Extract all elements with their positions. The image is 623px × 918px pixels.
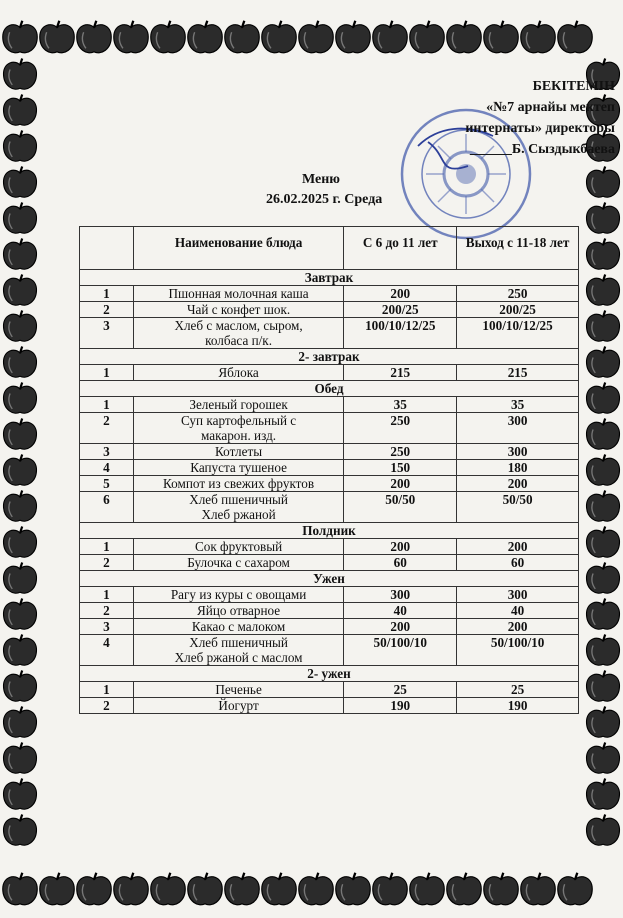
section-title: 2- завтрак (80, 349, 579, 365)
apple-icon (3, 491, 36, 522)
dish-name-line: Хлеб пшеничный (189, 635, 288, 650)
table-row (80, 682, 579, 698)
apple-icon (225, 873, 260, 905)
table-row (80, 302, 579, 318)
row-number: 4 (80, 635, 134, 666)
table-row (80, 555, 579, 571)
apple-icon (3, 707, 36, 738)
row-number: 2 (80, 698, 134, 714)
dish-name-line: Хлеб с маслом, сыром, (174, 318, 303, 333)
row-number: 5 (80, 476, 134, 492)
apple-icon (3, 347, 36, 378)
row-number: 3 (80, 318, 134, 349)
section-row (80, 523, 579, 539)
table-row (80, 603, 579, 619)
section-row (80, 349, 579, 365)
portion-6-11: 200 (344, 539, 457, 555)
dish-name (133, 318, 344, 349)
column-header-age-11-18: Выход с 11-18 лет (457, 227, 579, 270)
table-row (80, 539, 579, 555)
apple-icon (3, 59, 36, 90)
row-number: 1 (80, 539, 134, 555)
column-header-dish: Наименование блюда (133, 227, 344, 270)
apple-icon (3, 527, 36, 558)
section-title: 2- ужен (80, 666, 579, 682)
dish-name (133, 302, 344, 318)
apple-icon (447, 873, 482, 905)
portion-11-18: 60 (457, 555, 579, 571)
apple-icon (151, 21, 186, 53)
portion-6-11: 200/25 (344, 302, 457, 318)
portion-11-18: 50/50 (457, 492, 579, 523)
apple-icon (114, 873, 149, 905)
dish-name-line: Капуста тушеное (190, 460, 287, 475)
apple-icon (299, 873, 334, 905)
approval-signatory: Б. Сыздыкбаева (511, 142, 615, 157)
apple-icon (77, 873, 112, 905)
approval-position: интернаты» директоры (465, 121, 615, 136)
apple-icon (587, 815, 620, 846)
portion-11-18: 35 (457, 397, 579, 413)
row-number: 4 (80, 460, 134, 476)
portion-11-18: 250 (457, 286, 579, 302)
apple-icon (40, 873, 75, 905)
row-number: 2 (80, 603, 134, 619)
approval-position-line (465, 118, 615, 139)
section-row (80, 571, 579, 587)
apple-icon (3, 743, 36, 774)
row-number: 1 (80, 286, 134, 302)
apple-icon (373, 873, 408, 905)
portion-6-11: 60 (344, 555, 457, 571)
apple-icon (587, 383, 620, 414)
apple-icon (3, 239, 36, 270)
dish-name (133, 682, 344, 698)
approval-block (465, 76, 615, 160)
dish-name-line: Йогурт (218, 698, 259, 713)
row-number: 1 (80, 682, 134, 698)
section-row (80, 270, 579, 286)
table-row (80, 492, 579, 523)
row-number: 1 (80, 397, 134, 413)
portion-6-11: 100/10/12/25 (344, 318, 457, 349)
dish-name-line: Печенье (215, 682, 262, 697)
apple-icon (587, 419, 620, 450)
portion-6-11: 200 (344, 286, 457, 302)
dish-name (133, 698, 344, 714)
portion-11-18: 25 (457, 682, 579, 698)
portion-6-11: 25 (344, 682, 457, 698)
apple-icon (587, 311, 620, 342)
apple-icon (3, 599, 36, 630)
section-title: Полдник (80, 523, 579, 539)
dish-name-line: Зеленый горошек (189, 397, 288, 412)
approval-heading: БЕКІТЕМІН (532, 79, 615, 94)
section-title: Завтрак (80, 270, 579, 286)
dish-name-line: Чай с конфет шок. (186, 302, 291, 317)
row-number: 2 (80, 555, 134, 571)
menu-table (79, 226, 579, 714)
apple-icon (587, 347, 620, 378)
portion-11-18: 100/10/12/25 (457, 318, 579, 349)
apple-icon (3, 21, 38, 53)
table-row (80, 698, 579, 714)
apple-icon (587, 167, 620, 198)
portion-6-11: 200 (344, 619, 457, 635)
apple-icon (262, 21, 297, 53)
dish-name-line: Булочка с сахаром (187, 555, 290, 570)
apple-icon (3, 671, 36, 702)
dish-name-line: Хлеб ржаной с маслом (174, 650, 303, 665)
dish-name (133, 539, 344, 555)
apple-icon (410, 21, 445, 53)
table-row (80, 460, 579, 476)
table-header-row (80, 227, 579, 270)
portion-6-11: 250 (344, 444, 457, 460)
row-number: 3 (80, 619, 134, 635)
portion-6-11: 300 (344, 587, 457, 603)
apple-icon (114, 21, 149, 53)
apple-icon (3, 815, 36, 846)
apple-icon (587, 599, 620, 630)
row-number: 3 (80, 444, 134, 460)
table-row (80, 318, 579, 349)
column-header-age-6-11: С 6 до 11 лет (344, 227, 457, 270)
apple-icon (3, 167, 36, 198)
portion-6-11: 40 (344, 603, 457, 619)
portion-11-18: 200 (457, 619, 579, 635)
section-title: Ужен (80, 571, 579, 587)
dish-name (133, 555, 344, 571)
section-row (80, 381, 579, 397)
row-number: 1 (80, 587, 134, 603)
dish-name (133, 460, 344, 476)
portion-11-18: 180 (457, 460, 579, 476)
dish-name-line: Компот из свежих фруктов (163, 476, 315, 491)
apple-icon (188, 21, 223, 53)
dish-name-line: Сок фруктовый (194, 539, 283, 554)
portion-11-18: 300 (457, 413, 579, 444)
portion-6-11: 50/100/10 (344, 635, 457, 666)
dish-name-line: Котлеты (215, 444, 263, 459)
approval-signatory-line (465, 139, 615, 160)
apple-icon (587, 239, 620, 270)
apple-icon (3, 419, 36, 450)
apple-icon (587, 779, 620, 810)
table-row (80, 619, 579, 635)
dish-name-line: Яблока (218, 365, 259, 380)
apple-icon (3, 455, 36, 486)
apple-icon (299, 21, 334, 53)
apple-icon (151, 873, 186, 905)
portion-6-11: 190 (344, 698, 457, 714)
approval-school: «№7 арнайы мектеп (486, 100, 615, 115)
dish-name (133, 476, 344, 492)
portion-11-18: 200 (457, 476, 579, 492)
apple-icon (3, 635, 36, 666)
apple-icon (3, 275, 36, 306)
apple-icon (587, 707, 620, 738)
dish-name-line: Яйцо отварное (197, 603, 281, 618)
row-number: 2 (80, 413, 134, 444)
table-row (80, 413, 579, 444)
table-row (80, 476, 579, 492)
portion-6-11: 50/50 (344, 492, 457, 523)
portion-6-11: 250 (344, 413, 457, 444)
table-row (80, 444, 579, 460)
portion-11-18: 190 (457, 698, 579, 714)
dish-name-line: Суп картофельный с (180, 413, 297, 428)
portion-11-18: 215 (457, 365, 579, 381)
portion-11-18: 300 (457, 444, 579, 460)
apple-icon (3, 873, 38, 905)
portion-6-11: 200 (344, 476, 457, 492)
dish-name (133, 444, 344, 460)
dish-name-line: макарон. изд. (201, 428, 277, 443)
apple-icon (521, 873, 556, 905)
section-title: Обед (80, 381, 579, 397)
dish-name (133, 587, 344, 603)
portion-11-18: 200/25 (457, 302, 579, 318)
apple-icon (3, 383, 36, 414)
apple-icon (373, 21, 408, 53)
dish-name-line: колбаса п/к. (205, 333, 273, 348)
dish-name-line: Рагу из куры с овощами (170, 587, 307, 602)
dish-name (133, 603, 344, 619)
apple-icon (3, 95, 36, 126)
dish-name (133, 619, 344, 635)
dish-name (133, 413, 344, 444)
apple-icon (587, 743, 620, 774)
apple-icon (225, 21, 260, 53)
dish-name (133, 365, 344, 381)
apple-icon (587, 671, 620, 702)
apple-icon (262, 873, 297, 905)
portion-6-11: 35 (344, 397, 457, 413)
dish-name-line: Хлеб пшеничный (189, 492, 288, 507)
menu-body (80, 270, 579, 714)
table-row (80, 365, 579, 381)
dish-name (133, 635, 344, 666)
dish-name-line: Хлеб ржаной (201, 507, 276, 522)
table-row (80, 286, 579, 302)
signature-line: ______ (469, 142, 512, 157)
row-number: 2 (80, 302, 134, 318)
row-number: 1 (80, 365, 134, 381)
page-title: Меню (302, 172, 341, 187)
apple-icon (587, 455, 620, 486)
apple-icon (521, 21, 556, 53)
apple-icon (558, 873, 593, 905)
portion-11-18: 300 (457, 587, 579, 603)
apple-icon (77, 21, 112, 53)
apple-icon (3, 203, 36, 234)
apple-icon (558, 21, 593, 53)
apple-icon (3, 563, 36, 594)
portion-6-11: 215 (344, 365, 457, 381)
menu-date: 26.02.2025 г. Среда (266, 192, 383, 207)
apple-icon (410, 873, 445, 905)
portion-11-18: 200 (457, 539, 579, 555)
row-number: 6 (80, 492, 134, 523)
apple-icon (484, 873, 519, 905)
dish-name-line: Какао с малоком (191, 619, 286, 634)
apple-icon (3, 311, 36, 342)
portion-11-18: 40 (457, 603, 579, 619)
section-row (80, 666, 579, 682)
portion-6-11: 150 (344, 460, 457, 476)
apple-icon (587, 527, 620, 558)
apple-icon (188, 873, 223, 905)
apple-icon (587, 491, 620, 522)
table-row (80, 397, 579, 413)
portion-11-18: 50/100/10 (457, 635, 579, 666)
apple-icon (3, 779, 36, 810)
dish-name (133, 397, 344, 413)
apple-icon (447, 21, 482, 53)
apple-icon (587, 203, 620, 234)
apple-icon (587, 635, 620, 666)
apple-icon (587, 275, 620, 306)
dish-name-line: Пшонная молочная каша (168, 286, 309, 301)
dish-name (133, 492, 344, 523)
apple-icon (40, 21, 75, 53)
dish-name (133, 286, 344, 302)
table-row (80, 587, 579, 603)
apple-icon (336, 21, 371, 53)
apple-icon (3, 131, 36, 162)
apple-icon (484, 21, 519, 53)
column-header-number (80, 227, 134, 270)
table-row (80, 635, 579, 666)
apple-icon (587, 563, 620, 594)
apple-icon (336, 873, 371, 905)
